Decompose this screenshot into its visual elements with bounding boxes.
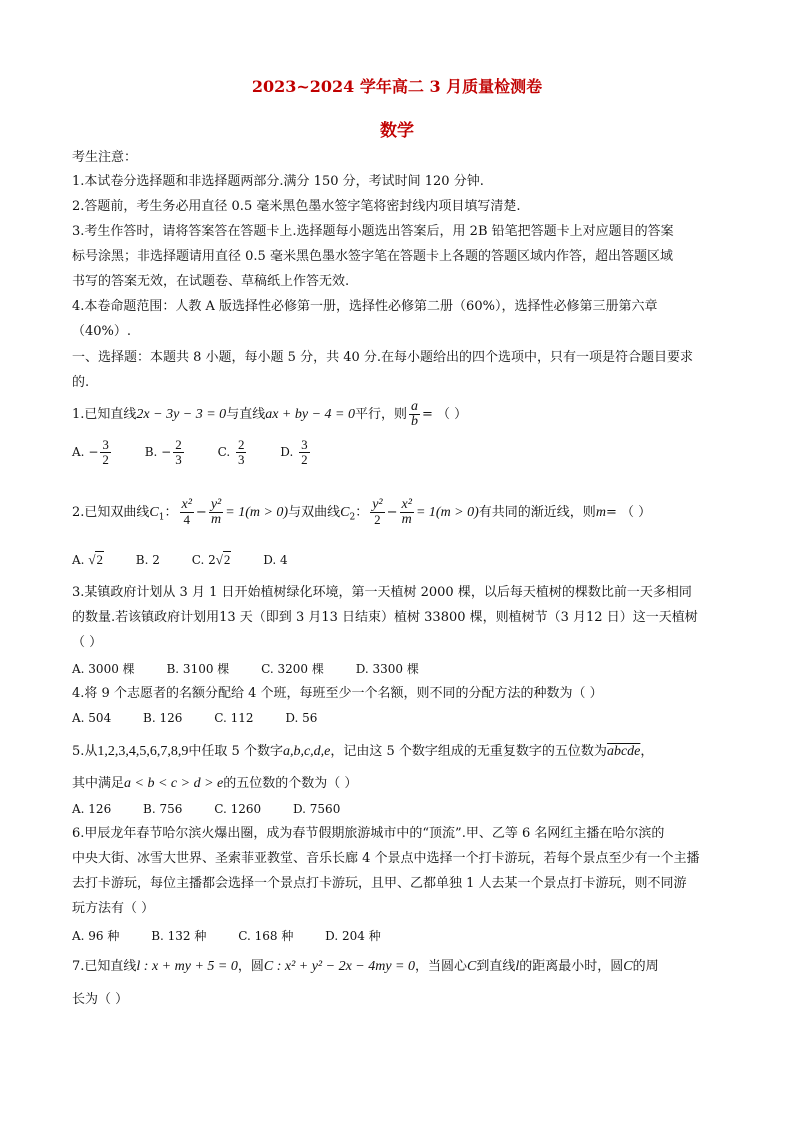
page-title: 2023~2024 学年高二 3 月质量检测卷	[251, 77, 543, 96]
option-c[interactable]: C. 168 种	[238, 929, 294, 943]
option-d[interactable]: D. 204 种	[325, 929, 381, 943]
notice-item-1: 1.本试卷分选择题和非选择题两部分.满分 150 分，考试时间 120 分钟.	[72, 174, 484, 189]
question-1: 1.已知直线2x − 3y − 3 = 0与直线ax + by − 4 = 0平行，则 $\frac{a}{b}$ = （ ）	[72, 399, 468, 429]
notice-item-4-line-2: （40%）.	[72, 324, 132, 339]
question-6-line-1: 6.甲辰龙年春节哈尔滨火爆出圈，成为春节假期旅游城市中的“顶流”.甲、乙等 6 名网红主播在哈尔滨的	[72, 826, 665, 841]
question-3-line-1: 3.某镇政府计划从 3 月 1 日开始植树绿化环境，第一天植树 2000 棵，以后每天植树的棵数比前一天多相同	[72, 585, 692, 600]
option-b[interactable]: B. 756	[143, 802, 183, 816]
question-3-line-2: 的数量.若该镇政府计划用13 天（即到 3 月13 日结束）植树 33800 棵，则植树节（3 月12 日）这一天植树	[72, 610, 698, 625]
notice-item-3-line-1: 3.考生作答时，请将答案答在答题卡上.选择题每小题选出答案后，用 2B 铅笔把答题卡上对应题目的答案	[72, 224, 674, 239]
question-2-options	[72, 552, 316, 568]
notice-item-2: 2.答题前，考生务必用直径 0.5 毫米黑色墨水签字笔将密封线内项目填写清楚.	[72, 199, 521, 214]
option-a[interactable]: A. √2	[72, 552, 103, 567]
question-5-line-2: 其中满足a < b < c > d > e的五位数的个数为（ ）	[72, 776, 358, 791]
question-3-line-3: （ ）	[72, 635, 103, 650]
subject-title: 数学	[380, 121, 414, 141]
option-b[interactable]: B. 3100 棵	[166, 662, 230, 676]
option-c[interactable]: C. $\frac{2}{3}$	[217, 437, 245, 467]
question-6-line-4: 玩方法有（ ）	[72, 901, 155, 916]
question-6-line-3: 去打卡游玩，每位主播都会选择一个景点打卡游玩，且甲、乙都单独 1 人去某一个景点打卡游玩，则不同游	[72, 876, 687, 891]
option-d[interactable]: D. $\frac{3}{2}$	[280, 437, 308, 467]
notice-item-4-line-1: 4.本卷命题范围：人教 A 版选择性必修第一册，选择性必修第二册（60%），选择性必修第三册第六章	[72, 299, 658, 314]
question-5-options	[72, 802, 368, 816]
option-a[interactable]: A. 3000 棵	[72, 662, 135, 676]
option-a[interactable]: A. 96 种	[72, 929, 120, 943]
option-b[interactable]: B. 126	[143, 711, 183, 725]
option-b[interactable]: B. 132 种	[151, 929, 207, 943]
option-c[interactable]: C. 3200 棵	[261, 662, 324, 676]
option-d[interactable]: D. 4	[263, 553, 288, 567]
option-b[interactable]: B. 2	[135, 553, 160, 567]
question-2: 2.已知双曲线$C_1$： $\frac{\text{x²}}{4}$ − $\frac{\text{y²}}{m}$ = 1(m > 0)与双曲线$C_2$： $\frac{\text{y²}}{2}$ − $\frac{\text{x²}}{m}$ = 1(m > 0)有共同的渐近线，则m= （ ）	[72, 497, 652, 527]
question-6-options	[72, 927, 409, 944]
question-5-line-1: 5.从1,2,3,4,5,6,7,8,9中任取 5 个数字a,b,c,d,e，记由这 5 个数字组成的无重复数字的五位数为abcde，	[72, 744, 654, 759]
question-4-options	[72, 711, 345, 725]
option-d[interactable]: D. 3300 棵	[355, 662, 419, 676]
question-7-line-2: 长为（ ）	[72, 992, 129, 1007]
question-3-options	[72, 660, 447, 677]
five-digit-number: abcde	[606, 744, 641, 759]
equation: ax + by − 4 = 0	[265, 407, 355, 422]
notice-item-3-line-2: 标号涂黑；非选择题请用直径 0.5 毫米黑色墨水签字笔在答题卡上各题的答题区域内作答，超出答题区域	[72, 249, 673, 264]
question-7-line-1: 7.已知直线l : x + my + 5 = 0，圆C : x² + y² − 2x − 4my = 0，当圆心C到直线l的距离最小时，圆C的周	[72, 959, 659, 974]
section-heading-line-2: 的.	[72, 375, 90, 390]
option-c[interactable]: C. 2√2	[191, 552, 231, 567]
option-a[interactable]: A. 504	[72, 711, 112, 725]
question-1-options	[72, 438, 340, 467]
notice-item-3-line-3: 书写的答案无效，在试题卷、草稿纸上作答无效.	[72, 274, 350, 289]
option-d[interactable]: D. 7560	[292, 802, 341, 816]
option-a[interactable]: A. 126	[72, 802, 112, 816]
question-4: 4.将 9 个志愿者的名额分配给 4 个班，每班至少一个名额，则不同的分配方法的种数为（ ）	[72, 686, 603, 701]
equation: 2x − 3y − 3 = 0	[136, 407, 227, 422]
option-c[interactable]: C. 112	[214, 711, 254, 725]
question-6-line-2: 中央大街、冰雪大世界、圣索菲亚教堂、音乐长廊 4 个景点中选择一个打卡游玩，若每个景点至少有一个主播	[72, 851, 700, 866]
option-d[interactable]: D. 56	[285, 711, 318, 725]
fraction: $\frac{a}{b}$	[411, 399, 418, 429]
section-heading-line-1: 一、选择题：本题共 8 小题，每小题 5 分，共 40 分.在每小题给出的四个选项中，只有一项是符合题目要求	[72, 350, 694, 365]
option-c[interactable]: C. 1260	[214, 802, 262, 816]
option-a[interactable]: A. − $\frac{3}{2}$	[72, 437, 109, 467]
option-b[interactable]: B. − $\frac{2}{3}$	[144, 437, 182, 467]
notice-heading: 考生注意：	[72, 150, 138, 165]
